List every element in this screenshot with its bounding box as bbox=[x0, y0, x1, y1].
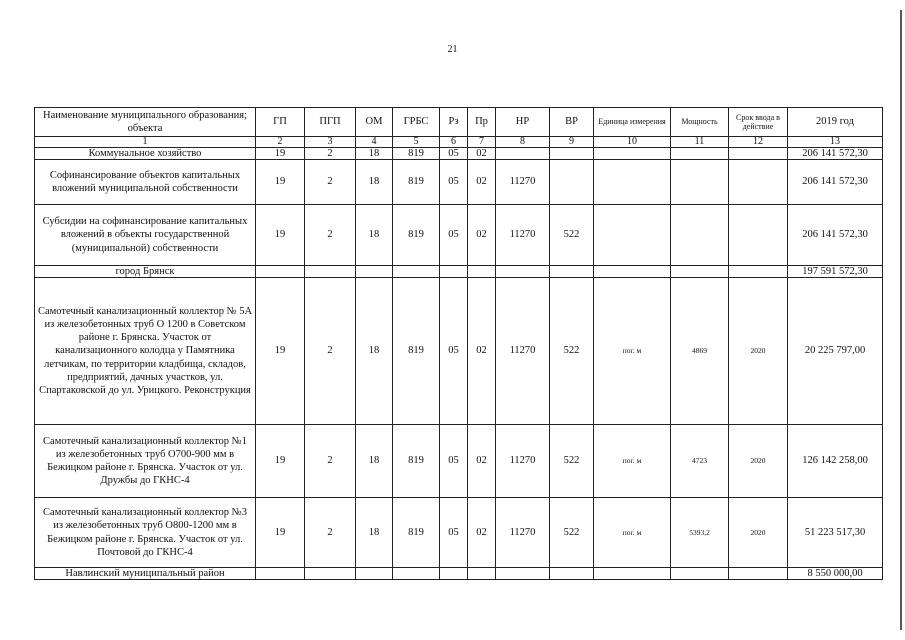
cell-grbs: 819 bbox=[393, 160, 440, 205]
cell-power bbox=[671, 148, 729, 160]
col-number: 2 bbox=[256, 137, 305, 148]
cell-nr bbox=[496, 568, 550, 580]
cell-pr: 02 bbox=[468, 498, 496, 568]
cell-rz: 05 bbox=[440, 278, 468, 425]
cell-rz: 05 bbox=[440, 160, 468, 205]
cell-amount: 20 225 797,00 bbox=[788, 278, 883, 425]
row-name: Самотечный канализационный коллектор №1 из железобетонных труб О700-900 мм в Бежицком районе г. Брянска. Участок от ул. Дружбы до ГКНС-4 bbox=[35, 425, 256, 498]
cell-om: 18 bbox=[356, 498, 393, 568]
col-number: 12 bbox=[729, 137, 788, 148]
header-pgp: ПГП bbox=[305, 108, 356, 137]
col-number: 6 bbox=[440, 137, 468, 148]
cell-grbs: 819 bbox=[393, 148, 440, 160]
table-row bbox=[35, 205, 883, 266]
col-number: 1 bbox=[35, 137, 256, 148]
cell-pgp bbox=[305, 266, 356, 278]
cell-grbs bbox=[393, 568, 440, 580]
cell-amount: 197 591 572,30 bbox=[788, 266, 883, 278]
cell-gp bbox=[256, 266, 305, 278]
column-number-row bbox=[35, 137, 883, 148]
cell-unit: пог. м bbox=[594, 425, 671, 498]
cell-term: 2020 bbox=[729, 498, 788, 568]
cell-pgp: 2 bbox=[305, 205, 356, 266]
cell-term: 2020 bbox=[729, 278, 788, 425]
cell-rz bbox=[440, 266, 468, 278]
cell-term bbox=[729, 266, 788, 278]
header-term: Срок ввода в действие bbox=[729, 108, 788, 137]
cell-pr: 02 bbox=[468, 160, 496, 205]
cell-grbs: 819 bbox=[393, 425, 440, 498]
cell-amount: 206 141 572,30 bbox=[788, 205, 883, 266]
cell-om bbox=[356, 568, 393, 580]
table-row bbox=[35, 498, 883, 568]
cell-gp: 19 bbox=[256, 205, 305, 266]
cell-unit bbox=[594, 160, 671, 205]
table-row bbox=[35, 278, 883, 425]
cell-grbs: 819 bbox=[393, 205, 440, 266]
cell-pr: 02 bbox=[468, 278, 496, 425]
cell-vr: 522 bbox=[550, 498, 594, 568]
cell-unit bbox=[594, 205, 671, 266]
cell-rz: 05 bbox=[440, 425, 468, 498]
cell-unit: пог. м bbox=[594, 498, 671, 568]
cell-grbs: 819 bbox=[393, 498, 440, 568]
cell-rz: 05 bbox=[440, 148, 468, 160]
col-number: 8 bbox=[496, 137, 550, 148]
cell-power bbox=[671, 568, 729, 580]
cell-om bbox=[356, 266, 393, 278]
header-pr: Пр bbox=[468, 108, 496, 137]
cell-amount: 206 141 572,30 bbox=[788, 148, 883, 160]
header-rz: Рз bbox=[440, 108, 468, 137]
col-number: 11 bbox=[671, 137, 729, 148]
cell-term: 2020 bbox=[729, 425, 788, 498]
row-name: город Брянск bbox=[35, 266, 256, 278]
cell-power: 5393,2 bbox=[671, 498, 729, 568]
cell-grbs bbox=[393, 266, 440, 278]
col-number: 7 bbox=[468, 137, 496, 148]
cell-unit bbox=[594, 266, 671, 278]
cell-nr: 11270 bbox=[496, 160, 550, 205]
header-unit: Единица измерения bbox=[594, 108, 671, 137]
cell-vr bbox=[550, 148, 594, 160]
cell-power bbox=[671, 160, 729, 205]
header-gp: ГП bbox=[256, 108, 305, 137]
cell-pr: 02 bbox=[468, 205, 496, 266]
table-row bbox=[35, 148, 883, 160]
cell-gp: 19 bbox=[256, 425, 305, 498]
cell-pgp: 2 bbox=[305, 148, 356, 160]
cell-gp bbox=[256, 568, 305, 580]
header-power: Мощность bbox=[671, 108, 729, 137]
cell-om: 18 bbox=[356, 205, 393, 266]
cell-power: 4869 bbox=[671, 278, 729, 425]
col-number: 3 bbox=[305, 137, 356, 148]
table-row bbox=[35, 568, 883, 580]
cell-rz: 05 bbox=[440, 498, 468, 568]
cell-vr: 522 bbox=[550, 278, 594, 425]
cell-vr bbox=[550, 160, 594, 205]
cell-term bbox=[729, 160, 788, 205]
cell-pgp: 2 bbox=[305, 498, 356, 568]
row-name: Субсидии на софинансирование капитальных вложений в объекты государственной (муниципальной) собственности bbox=[35, 205, 256, 266]
col-number: 4 bbox=[356, 137, 393, 148]
cell-pgp bbox=[305, 568, 356, 580]
cell-pgp: 2 bbox=[305, 160, 356, 205]
cell-gp: 19 bbox=[256, 498, 305, 568]
cell-term bbox=[729, 568, 788, 580]
cell-vr: 522 bbox=[550, 425, 594, 498]
header-vr: ВР bbox=[550, 108, 594, 137]
col-number: 10 bbox=[594, 137, 671, 148]
cell-pr: 02 bbox=[468, 425, 496, 498]
header-name: Наименование муниципального образования; объекта bbox=[35, 108, 256, 137]
header-row bbox=[35, 108, 883, 137]
cell-nr bbox=[496, 266, 550, 278]
cell-term bbox=[729, 205, 788, 266]
cell-pgp: 2 bbox=[305, 278, 356, 425]
cell-om: 18 bbox=[356, 160, 393, 205]
cell-om: 18 bbox=[356, 148, 393, 160]
table-row bbox=[35, 425, 883, 498]
cell-om: 18 bbox=[356, 425, 393, 498]
cell-amount: 8 550 000,00 bbox=[788, 568, 883, 580]
row-name: Коммунальное хозяйство bbox=[35, 148, 256, 160]
cell-om: 18 bbox=[356, 278, 393, 425]
cell-amount: 206 141 572,30 bbox=[788, 160, 883, 205]
table-row bbox=[35, 266, 883, 278]
cell-gp: 19 bbox=[256, 148, 305, 160]
cell-vr: 522 bbox=[550, 205, 594, 266]
col-number: 5 bbox=[393, 137, 440, 148]
cell-rz: 05 bbox=[440, 205, 468, 266]
cell-term bbox=[729, 148, 788, 160]
cell-pr bbox=[468, 266, 496, 278]
cell-pr bbox=[468, 568, 496, 580]
cell-nr: 11270 bbox=[496, 425, 550, 498]
page-number: 21 bbox=[447, 44, 458, 55]
row-name: Самотечный канализационный коллектор № 5А из железобетонных труб О 1200 в Советском районе г. Брянска. Участок от канализационного колодца у Памятника летчикам, по территории кладбища, складов, предприятий, дачных участков, ул. Спартаковской до ул. Урицкого. Реконструкция bbox=[35, 278, 256, 425]
cell-pgp: 2 bbox=[305, 425, 356, 498]
cell-amount: 126 142 258,00 bbox=[788, 425, 883, 498]
cell-gp: 19 bbox=[256, 160, 305, 205]
table-row bbox=[35, 160, 883, 205]
cell-gp: 19 bbox=[256, 278, 305, 425]
scan-edge-line bbox=[900, 10, 902, 630]
col-number: 9 bbox=[550, 137, 594, 148]
cell-unit bbox=[594, 148, 671, 160]
row-name: Софинансирование объектов капитальных вложений муниципальной собственности bbox=[35, 160, 256, 205]
cell-unit bbox=[594, 568, 671, 580]
col-number: 13 bbox=[788, 137, 883, 148]
row-name: Самотечный канализационный коллектор №3 из железобетонных труб О800-1200 мм в Бежицком районе г. Брянска. Участок от ул. Почтовой до ГКНС-4 bbox=[35, 498, 256, 568]
cell-grbs: 819 bbox=[393, 278, 440, 425]
header-year: 2019 год bbox=[788, 108, 883, 137]
cell-nr bbox=[496, 148, 550, 160]
cell-nr: 11270 bbox=[496, 498, 550, 568]
header-nr: НР bbox=[496, 108, 550, 137]
cell-amount: 51 223 517,30 bbox=[788, 498, 883, 568]
header-om: ОМ bbox=[356, 108, 393, 137]
cell-power bbox=[671, 266, 729, 278]
cell-vr bbox=[550, 568, 594, 580]
cell-power bbox=[671, 205, 729, 266]
cell-vr bbox=[550, 266, 594, 278]
cell-nr: 11270 bbox=[496, 278, 550, 425]
cell-nr: 11270 bbox=[496, 205, 550, 266]
cell-pr: 02 bbox=[468, 148, 496, 160]
cell-rz bbox=[440, 568, 468, 580]
header-grbs: ГРБС bbox=[393, 108, 440, 137]
budget-table bbox=[34, 107, 883, 580]
row-name: Навлинский муниципальный район bbox=[35, 568, 256, 580]
cell-unit: пог. м bbox=[594, 278, 671, 425]
cell-power: 4723 bbox=[671, 425, 729, 498]
